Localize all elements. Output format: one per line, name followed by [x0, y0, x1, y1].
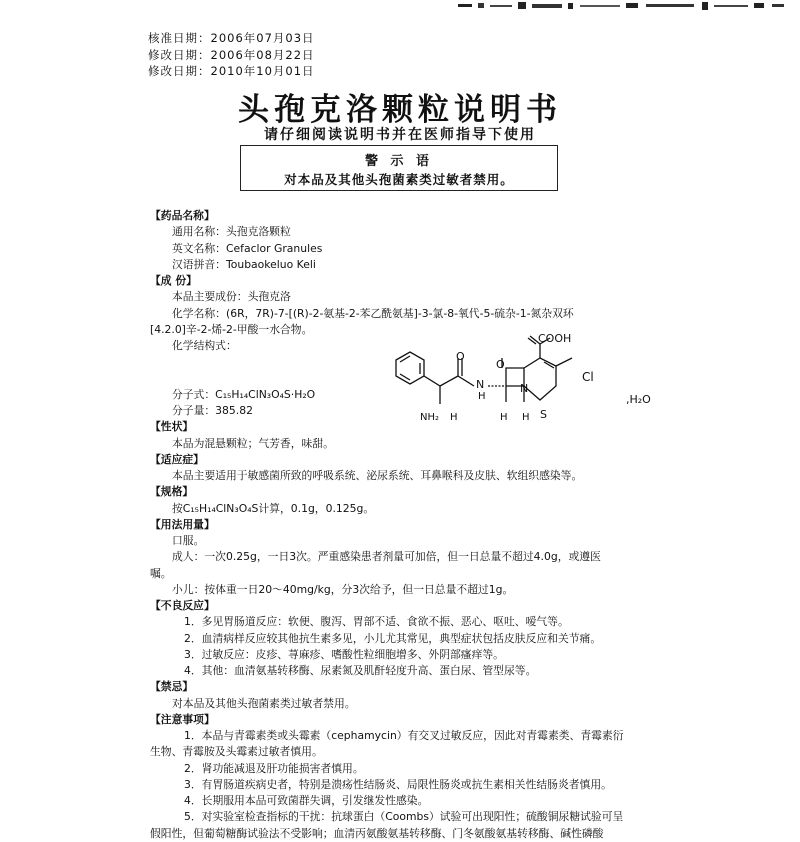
precaution-item-1b: 生物、青霉胺及头霉素过敏者慎用。 [150, 745, 323, 759]
adverse-item: 3．过敏反应：皮疹、荨麻疹、嗜酸性粒细胞增多、外阴部瘙痒等。 [184, 647, 504, 661]
label-nh-n: N [476, 378, 485, 391]
dosage-adult-line-1: 成人：一次0.25g，一日3次。严重感染患者剂量可加倍，但一日总量不超过4.0g，或遵医 [172, 550, 601, 564]
label-h-6: H [500, 412, 508, 423]
section-contraindications: 【禁忌】 [150, 680, 194, 694]
indications-text: 本品主要适用于敏感菌所致的呼吸系统、泌尿系统、耳鼻喉科及皮肤、软组织感染等。 [172, 469, 583, 482]
section-precautions: 【注意事项】 [150, 712, 215, 726]
document-title: 头孢克洛颗粒说明书 [238, 92, 562, 128]
precaution-item-4: 4．长期服用本品可致菌群失调，引发继发性感染。 [184, 794, 429, 807]
section-indications: 【适应症】 [150, 452, 204, 466]
section-specification: 【规格】 [150, 485, 194, 499]
precaution-item-1a: 1．本品与青霉素类或头霉素（cephamycin）有交叉过敏反应，因此对青霉素类、青霉素衍 [184, 729, 624, 742]
section-drug-name: 【药品名称】 [150, 209, 215, 222]
dosage-child: 小儿：按体重一日20～40mg/kg，分3次给予，但一日总量不超过1g。 [172, 582, 514, 596]
adverse-item: 4．其他：血清氨基转移酶、尿素氮及肌酐轻度升高、蛋白尿、管型尿等。 [184, 664, 537, 677]
date-block [148, 30, 315, 80]
pinyin-name: 汉语拼音：Toubaokeluo Keli [172, 257, 316, 271]
main-ingredient: 本品主要成份：头孢克洛 [172, 290, 291, 304]
dosage-oral: 口服。 [172, 534, 205, 547]
molecular-weight: 分子量：385.82 [172, 404, 253, 417]
adverse-item: 1．多见胃肠道反应：软便、腹泻、胃部不适、食欲不振、恶心、呕吐、嗳气等。 [184, 615, 569, 629]
warning-text: 对本品及其他头孢菌素类过敏者禁用。 [284, 172, 514, 187]
specification-text: 按C₁₅H₁₄ClN₃O₄S计算，0.1g，0.125g。 [172, 501, 375, 515]
scan-marks [456, 0, 786, 14]
chemical-name-line-1: 化学名称：(6R，7R)-7-[(R)-2-氨基-2-苯乙酰氨基]-3-氯-8-氧代-5-硫杂-1-氮杂双环 [172, 306, 574, 320]
label-cl: Cl [582, 370, 594, 384]
properties-text: 本品为混悬颗粒；气芳香，味甜。 [172, 436, 334, 450]
section-properties: 【性状】 [150, 420, 194, 434]
label-h-7: H [522, 412, 530, 423]
label-cooh: COOH [538, 332, 572, 345]
dosage-adult-line-2: 嘱。 [150, 566, 172, 580]
molecular-formula: 分子式：C₁₅H₁₄ClN₃O₄S·H₂O [172, 387, 316, 401]
warning-heading: 警 示 语 [364, 154, 434, 169]
english-name: 英文名称：Cefaclor Granules [172, 241, 323, 255]
chemical-name-line-2: [4.2.0]辛-2-烯-2-甲酸一水合物。 [150, 322, 313, 336]
section-dosage: 【用法用量】 [150, 517, 215, 531]
precaution-item-2: 2．肾功能减退及肝功能损害者慎用。 [184, 761, 364, 775]
generic-name: 通用名称：头孢克洛颗粒 [172, 225, 291, 239]
label-nh2: NH₂ [420, 412, 440, 423]
structure-label: 化学结构式： [172, 339, 237, 352]
label-o-lactam: O [496, 358, 505, 371]
label-n: N [520, 382, 529, 395]
label-hydrate: ,H₂O [626, 393, 651, 406]
adverse-item: 2．血清病样反应较其他抗生素多见，小儿尤其常见，典型症状包括皮肤反应和关节痛。 [184, 631, 602, 645]
approval-date: 核准日期：2006年07月03日 [148, 31, 315, 45]
contraindications-text: 对本品及其他头孢菌素类过敏者禁用。 [172, 696, 356, 710]
precaution-item-5b: 假阳性，但葡萄糖酶试验法不受影响；血清丙氨酸氨基转移酶、门冬氨酸氨基转移酶、碱性磷酸 [150, 826, 604, 840]
label-o-amide: O [456, 350, 465, 363]
label-h-alpha: H [450, 412, 458, 423]
revision-date-1: 修改日期：2006年08月22日 [148, 47, 315, 62]
document-body [150, 208, 690, 842]
section-adverse: 【不良反应】 [150, 599, 215, 612]
warning-box [240, 145, 558, 191]
section-composition: 【成 份】 [150, 274, 197, 287]
label-s: S [540, 408, 547, 421]
document-subtitle: 请仔细阅读说明书并在医师指导下使用 [264, 127, 536, 143]
precaution-item-3: 3．有胃肠道疾病史者，特别是溃疡性结肠炎、局限性肠炎或抗生素相关性结肠炎者慎用。 [184, 777, 612, 791]
revision-date-2: 修改日期：2010年10月01日 [148, 64, 315, 78]
label-nh-h: H [478, 391, 486, 402]
precaution-item-5a: 5．对实验室检查指标的干扰：抗球蛋白（Coombs）试验可出现阳性；硫酸铜尿糖试验可呈 [184, 810, 624, 824]
